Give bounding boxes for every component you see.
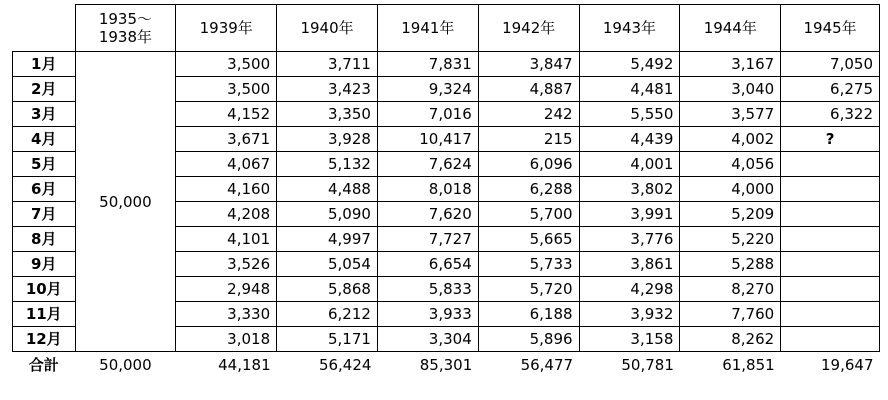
cell-1944: 7,760	[680, 302, 781, 327]
cell-1942: 242	[478, 102, 579, 127]
header-1944: 1944年	[680, 5, 781, 52]
total-1941: 85,301	[419, 356, 473, 374]
cell-1939: 3,526	[176, 252, 277, 277]
total-label: 合計	[28, 356, 59, 374]
merged-1935-1938-value: 50,000	[75, 52, 176, 352]
cell-1944: 4,002	[680, 127, 781, 152]
month-label: 10月	[13, 277, 76, 302]
cell-1943: 4,001	[579, 152, 680, 177]
cell-1941: 7,831	[377, 52, 478, 77]
cell-1943: 3,158	[579, 327, 680, 352]
cell-1939: 4,152	[176, 102, 277, 127]
cell-1943: 3,861	[579, 252, 680, 277]
header-1945: 1945年	[781, 5, 880, 52]
cell-1944: 3,040	[680, 77, 781, 102]
cell-1945	[781, 277, 880, 302]
month-label: 5月	[13, 152, 76, 177]
month-label: 7月	[13, 202, 76, 227]
cell-1942: 5,896	[478, 327, 579, 352]
cell-1939: 4,208	[176, 202, 277, 227]
total-1945: 19,647	[821, 356, 874, 374]
cell-1939: 2,948	[176, 277, 277, 302]
cell-1945	[781, 202, 880, 227]
cell-1940: 4,997	[277, 227, 378, 252]
month-label: 8月	[13, 227, 76, 252]
cell-1940: 4,488	[277, 177, 378, 202]
header-1943: 1943年	[579, 5, 680, 52]
cell-1939: 3,671	[176, 127, 277, 152]
cell-1945: 6,275	[781, 77, 880, 102]
cell-1942: 6,288	[478, 177, 579, 202]
cell-1945: ?	[781, 127, 880, 152]
cell-1941: 7,016	[377, 102, 478, 127]
month-label: 4月	[13, 127, 76, 152]
cell-1940: 3,350	[277, 102, 378, 127]
table-body	[13, 52, 880, 352]
cell-1942: 3,847	[478, 52, 579, 77]
cell-1945	[781, 227, 880, 252]
cell-1940: 5,090	[277, 202, 378, 227]
cell-1945	[781, 152, 880, 177]
month-label: 6月	[13, 177, 76, 202]
cell-1945	[781, 327, 880, 352]
cell-1944: 8,270	[680, 277, 781, 302]
cell-1945	[781, 252, 880, 277]
total-1940: 56,424	[318, 356, 372, 374]
table-row	[13, 52, 880, 77]
cell-1942: 4,887	[478, 77, 579, 102]
total-row	[13, 352, 880, 379]
cell-1945	[781, 302, 880, 327]
cell-1939: 3,500	[176, 77, 277, 102]
data-table	[12, 4, 880, 378]
cell-1939: 3,500	[176, 52, 277, 77]
cell-1944: 4,000	[680, 177, 781, 202]
cell-1943: 4,439	[579, 127, 680, 152]
cell-1944: 5,209	[680, 202, 781, 227]
total-1943: 50,781	[621, 356, 674, 374]
cell-1943: 5,492	[579, 52, 680, 77]
cell-1941: 10,417	[377, 127, 478, 152]
header-1935-1938	[75, 5, 176, 52]
cell-1941: 7,624	[377, 152, 478, 177]
cell-1939: 3,330	[176, 302, 277, 327]
cell-1943: 3,802	[579, 177, 680, 202]
cell-1940: 5,171	[277, 327, 378, 352]
cell-1942: 6,188	[478, 302, 579, 327]
header-row	[13, 5, 880, 52]
cell-1943: 4,481	[579, 77, 680, 102]
cell-1940: 5,054	[277, 252, 378, 277]
total-1935-1938: 50,000	[99, 356, 152, 374]
cell-1941: 3,304	[377, 327, 478, 352]
cell-1940: 3,928	[277, 127, 378, 152]
cell-1939: 3,018	[176, 327, 277, 352]
month-label: 9月	[13, 252, 76, 277]
cell-1941: 9,324	[377, 77, 478, 102]
cell-1942: 5,665	[478, 227, 579, 252]
month-label: 2月	[13, 77, 76, 102]
month-label: 12月	[13, 327, 76, 352]
cell-1942: 6,096	[478, 152, 579, 177]
header-1940: 1940年	[277, 5, 378, 52]
month-label: 11月	[13, 302, 76, 327]
header-1941: 1941年	[377, 5, 478, 52]
cell-1945: 6,322	[781, 102, 880, 127]
cell-1941: 8,018	[377, 177, 478, 202]
cell-1944: 5,288	[680, 252, 781, 277]
cell-1942: 5,733	[478, 252, 579, 277]
cell-1941: 3,933	[377, 302, 478, 327]
cell-1942: 215	[478, 127, 579, 152]
cell-1944: 4,056	[680, 152, 781, 177]
cell-1944: 3,577	[680, 102, 781, 127]
corner-cell	[13, 5, 76, 52]
total-1939: 44,181	[218, 356, 271, 374]
header-1939: 1939年	[176, 5, 277, 52]
header-1935-line1: 1935～	[98, 10, 152, 28]
cell-1939: 4,067	[176, 152, 277, 177]
cell-1944: 3,167	[680, 52, 781, 77]
cell-1943: 5,550	[579, 102, 680, 127]
total-1942: 56,477	[520, 356, 574, 374]
cell-1941: 6,654	[377, 252, 478, 277]
cell-1940: 6,212	[277, 302, 378, 327]
month-label: 1月	[13, 52, 76, 77]
cell-1940: 3,423	[277, 77, 378, 102]
cell-1945: 7,050	[781, 52, 880, 77]
cell-1943: 3,776	[579, 227, 680, 252]
cell-1943: 4,298	[579, 277, 680, 302]
header-1935-line2: 1938年	[98, 28, 152, 46]
cell-1940: 3,711	[277, 52, 378, 77]
total-1944: 61,851	[722, 356, 775, 374]
cell-1942: 5,700	[478, 202, 579, 227]
cell-1941: 5,833	[377, 277, 478, 302]
cell-1940: 5,868	[277, 277, 378, 302]
cell-1939: 4,101	[176, 227, 277, 252]
cell-1943: 3,991	[579, 202, 680, 227]
month-label: 3月	[13, 102, 76, 127]
cell-1944: 8,262	[680, 327, 781, 352]
cell-1942: 5,720	[478, 277, 579, 302]
header-1942: 1942年	[478, 5, 579, 52]
cell-1940: 5,132	[277, 152, 378, 177]
cell-1945	[781, 177, 880, 202]
cell-1941: 7,620	[377, 202, 478, 227]
cell-1943: 3,932	[579, 302, 680, 327]
cell-1941: 7,727	[377, 227, 478, 252]
cell-1944: 5,220	[680, 227, 781, 252]
cell-1939: 4,160	[176, 177, 277, 202]
